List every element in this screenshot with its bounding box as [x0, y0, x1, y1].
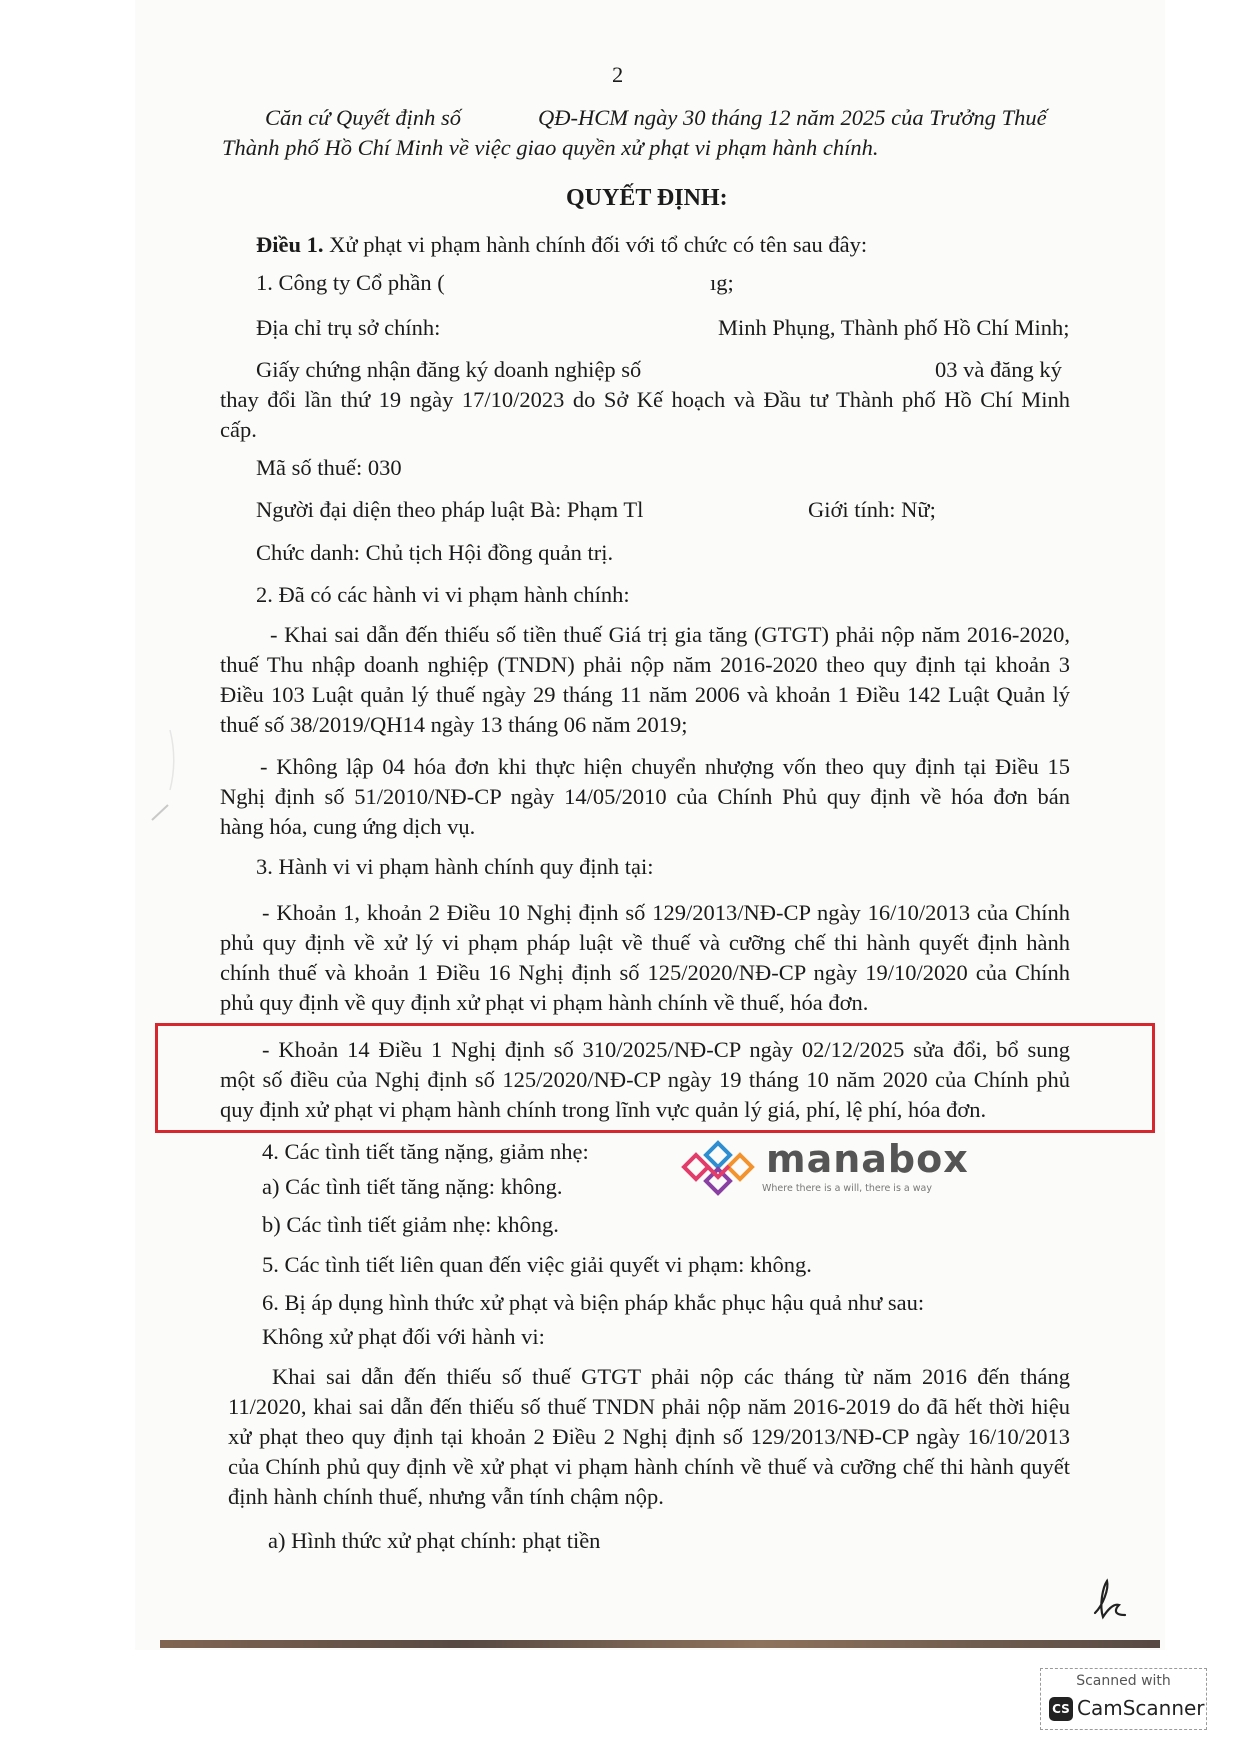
preamble-line-2: Thành phố Hồ Chí Minh về việc giao quyền xử phạt vi phạm hành chính.	[222, 135, 879, 160]
provision-1-line-4: phủ quy định về quy định xử phạt vi phạm hành chính về thuế, hóa đơn.	[220, 990, 869, 1015]
preamble-line-1b: QĐ-HCM ngày 30 tháng 12 năm 2025 của Trưởng Thuế	[538, 105, 1047, 130]
signature-initial-icon	[1085, 1575, 1135, 1625]
article-1-label: Điều 1.	[256, 232, 324, 257]
violation-1-line-3: Điều 103 Luật quản lý thuế ngày 29 tháng 11 năm 2006 và khoản 1 Điều 142 Luật Quản lý	[220, 682, 1070, 707]
registration-b: 03 và đăng ký	[935, 357, 1062, 382]
mitigating: b) Các tình tiết giảm nhẹ: không.	[262, 1212, 559, 1237]
page-bottom-edge	[160, 1640, 1160, 1648]
registration-a: Giấy chứng nhận đăng ký doanh nghiệp số	[256, 357, 642, 382]
penalty-para-line-4: của Chính phủ quy định về xử phạt vi phạm hành chính về thuế và cưỡng chế thi hành quyết	[228, 1454, 1070, 1479]
org-address-b: Minh Phụng, Thành phố Hồ Chí Minh;	[718, 315, 1070, 340]
camscanner-name: CamScanner	[1077, 1696, 1205, 1720]
penalty-heading: 6. Bị áp dụng hình thức xử phạt và biện pháp khắc phục hậu quả như sau:	[262, 1290, 925, 1315]
manabox-tagline: Where there is a will, there is a way	[762, 1183, 932, 1194]
preamble-line-1a: Căn cứ Quyết định số	[265, 105, 461, 130]
provision-2-line-3: quy định xử phạt vi phạm hành chính trong lĩnh vực quản lý giá, phí, lệ phí, hóa đơn.	[220, 1097, 987, 1122]
registration-line-2: thay đổi lần thứ 19 ngày 17/10/2023 do Sở Kế hoạch và Đầu tư Thành phố Hồ Chí Minh	[220, 387, 1070, 412]
org-name-b: ıg;	[710, 270, 734, 295]
violation-2-line-2: Nghị định số 51/2010/NĐ-CP ngày 14/05/2010 của Chính Phủ quy định về hóa đơn bán	[220, 784, 1070, 809]
org-address-a: Địa chỉ trụ sở chính:	[256, 315, 441, 340]
camscanner-badge	[1040, 1668, 1207, 1730]
article-1	[256, 230, 867, 260]
aggravating: a) Các tình tiết tăng nặng: không.	[262, 1174, 563, 1199]
penalty-para-line-3: xử phạt theo quy định tại khoản 2 Điều 2 Nghị định số 129/2013/NĐ-CP ngày 16/10/2013	[228, 1424, 1070, 1449]
camscanner-caption: Scanned with	[1076, 1673, 1171, 1689]
representative-b: Giới tính: Nữ;	[808, 497, 936, 522]
violations-heading: 2. Đã có các hành vi vi phạm hành chính:	[256, 582, 630, 607]
provision-2-line-1: - Khoản 14 Điều 1 Nghị định số 310/2025/NĐ-CP ngày 02/12/2025 sửa đổi, bổ sung	[262, 1037, 1070, 1062]
manabox-logo-icon	[678, 1137, 758, 1199]
camscanner-icon: CS	[1049, 1697, 1073, 1721]
provision-2-line-2: một số điều của Nghị định số 125/2020/NĐ-CP ngày 19 tháng 10 năm 2020 của Chính phủ	[220, 1067, 1070, 1092]
manabox-watermark	[678, 1135, 984, 1201]
page-number: 2	[612, 62, 624, 87]
related-circumstances: 5. Các tình tiết liên quan đến việc giải quyết vi phạm: không.	[262, 1252, 812, 1277]
scan-artifact-icon	[150, 720, 180, 830]
main-penalty-form: a) Hình thức xử phạt chính: phạt tiền	[268, 1528, 601, 1553]
circumstances-heading: 4. Các tình tiết tăng nặng, giảm nhẹ:	[262, 1139, 589, 1164]
manabox-brand: manabox	[766, 1137, 969, 1181]
provision-1-line-2: phủ quy định về xử lý vi phạm pháp luật về thuế và cưỡng chế thi hành quyết định hành	[220, 930, 1070, 955]
org-name-a: 1. Công ty Cổ phần (	[256, 270, 445, 295]
violation-2-line-3: hàng hóa, cung ứng dịch vụ.	[220, 814, 476, 839]
penalty-para-line-1: Khai sai dẫn đến thiếu số thuế GTGT phải nộp các tháng từ năm 2016 đến tháng	[272, 1364, 1070, 1389]
representative-a: Người đại diện theo pháp luật Bà: Phạm Tl	[256, 497, 644, 522]
violation-2-line-1: - Không lập 04 hóa đơn khi thực hiện chuyển nhượng vốn theo quy định tại Điều 15	[260, 754, 1070, 779]
decision-heading: QUYẾT ĐỊNH:	[566, 185, 728, 211]
violation-1-line-2: thuế Thu nhập doanh nghiệp (TNDN) phải nộp năm 2016-2020 theo quy định tại khoản 3	[220, 652, 1070, 677]
violation-1-line-4: thuế số 38/2019/QH14 ngày 13 tháng 06 năm 2019;	[220, 712, 688, 737]
provisions-heading: 3. Hành vi vi phạm hành chính quy định tại:	[256, 854, 654, 879]
registration-line-3: cấp.	[220, 417, 257, 442]
representative-title: Chức danh: Chủ tịch Hội đồng quản trị.	[256, 540, 614, 565]
no-penalty: Không xử phạt đối với hành vi:	[262, 1324, 545, 1349]
provision-1-line-1: - Khoản 1, khoản 2 Điều 10 Nghị định số 129/2013/NĐ-CP ngày 16/10/2013 của Chính	[262, 900, 1070, 925]
penalty-para-line-2: 11/2020, khai sai dẫn đến thiếu số thuế TNDN phải nộp năm 2016-2019 do đã hết thời hiệu	[228, 1394, 1070, 1419]
tax-code: Mã số thuế: 030	[256, 455, 402, 480]
penalty-para-line-5: định hành chính thuế, nhưng vẫn tính chậm nộp.	[228, 1484, 664, 1509]
provision-1-line-3: chính thuế và khoản 1 Điều 16 Nghị định số 125/2020/NĐ-CP ngày 19/10/2020 của Chính	[220, 960, 1070, 985]
violation-1-line-1: - Khai sai dẫn đến thiếu số tiền thuế Giá trị gia tăng (GTGT) phải nộp năm 2016-2020,	[270, 622, 1070, 647]
article-1-text: Xử phạt vi phạm hành chính đối với tổ chức có tên sau đây:	[323, 232, 868, 257]
